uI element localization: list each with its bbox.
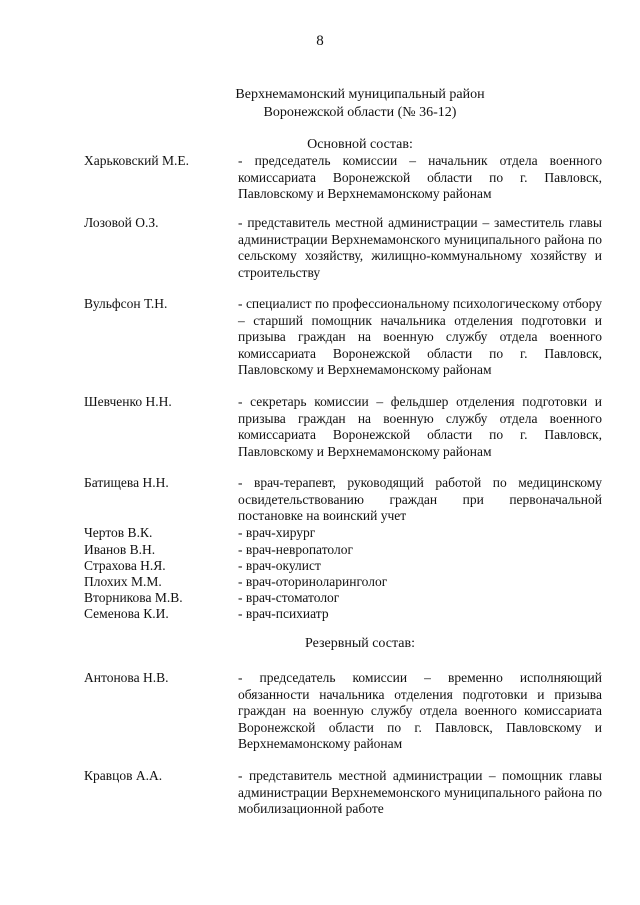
doctor-role: - врач-психиатр: [238, 606, 329, 621]
member-entry: [84, 394, 602, 460]
reserve-member-entry: [84, 768, 602, 818]
doctor-name: Вторникова М.В.: [84, 590, 183, 605]
document-header: [200, 86, 520, 122]
member-role: - председатель комиссии – временно исполняющий обязанности начальника отделения подготовки и призыва граждан на военную службу отдела военного комиссариата Воронежской области по г. Павловск, Павловскому и Верхнемамонскому районам: [238, 670, 602, 751]
doctor-role: - врач-окулист: [238, 558, 321, 573]
reserve-section-title: Резервный состав:: [304, 636, 415, 651]
header-district: Верхнемамонский муниципальный район: [235, 87, 485, 102]
member-role: - представитель местной администрации – помощник главы администрации Верхнемемонского муниципального района по мобилизационной работе: [238, 768, 602, 816]
doctor-name: Семенова К.И.: [84, 606, 169, 621]
member-entry: [84, 475, 602, 525]
member-name: Батищева Н.Н.: [84, 475, 169, 490]
doctor-name: Иванов В.Н.: [84, 542, 156, 557]
header-region: Воронежской области (№ 36-12): [263, 105, 457, 120]
member-role: - представитель местной администрации – заместитель главы администрации Верхнемамонского муниципального района по сельскому хозяйству, жилищно-коммунальному хозяйству и строительству: [238, 215, 602, 280]
doctor-name: Страхова Н.Я.: [84, 558, 166, 573]
page-number: 8: [316, 33, 324, 49]
member-role: - врач-терапевт, руководящий работой по медицинскому освидетельствованию граждан при первоначальной постановке на воинский учет: [238, 475, 602, 523]
member-name: Шевченко Н.Н.: [84, 394, 172, 409]
member-name: Вульфсон Т.Н.: [84, 296, 168, 311]
member-entry: [84, 296, 602, 379]
doctor-name: Чертов В.К.: [84, 525, 153, 540]
doctor-role: - врач-невропатолог: [238, 542, 354, 557]
doctor-role: - врач-хирург: [238, 525, 316, 540]
member-role: - специалист по профессиональному психологическому отбору – старший помощник начальника отделения подготовки и призыва граждан на военную службу отдела военного комиссариата Воронежской области по г. Павловск, Павловскому и Верхнемамонскому районам: [238, 296, 602, 377]
member-name: Кравцов А.А.: [84, 768, 163, 783]
member-name: Харьковский М.Е.: [84, 153, 189, 168]
doctor-role: - врач-стоматолог: [238, 590, 340, 605]
member-role: - секретарь комиссии – фельдшер отделения подготовки и призыва граждан на военную службу отдела военного комиссариата Воронежской области по г. Павловск, Павловскому и Верхнемамонскому районам: [238, 394, 602, 459]
member-entry: [84, 215, 602, 281]
member-name: Лозовой О.З.: [84, 215, 159, 230]
main-section-title: Основной состав:: [307, 137, 413, 152]
doctor-role: - врач-оториноларинголог: [238, 574, 388, 589]
doctor-name: Плохих М.М.: [84, 574, 162, 589]
member-role: - председатель комиссии – начальник отдела военного комиссариата Воронежской области по г. Павловск, Павловскому и Верхнемамонскому районам: [238, 153, 602, 201]
member-name: Антонова Н.В.: [84, 670, 169, 685]
reserve-member-entry: [84, 670, 602, 753]
member-entry: [84, 153, 602, 203]
